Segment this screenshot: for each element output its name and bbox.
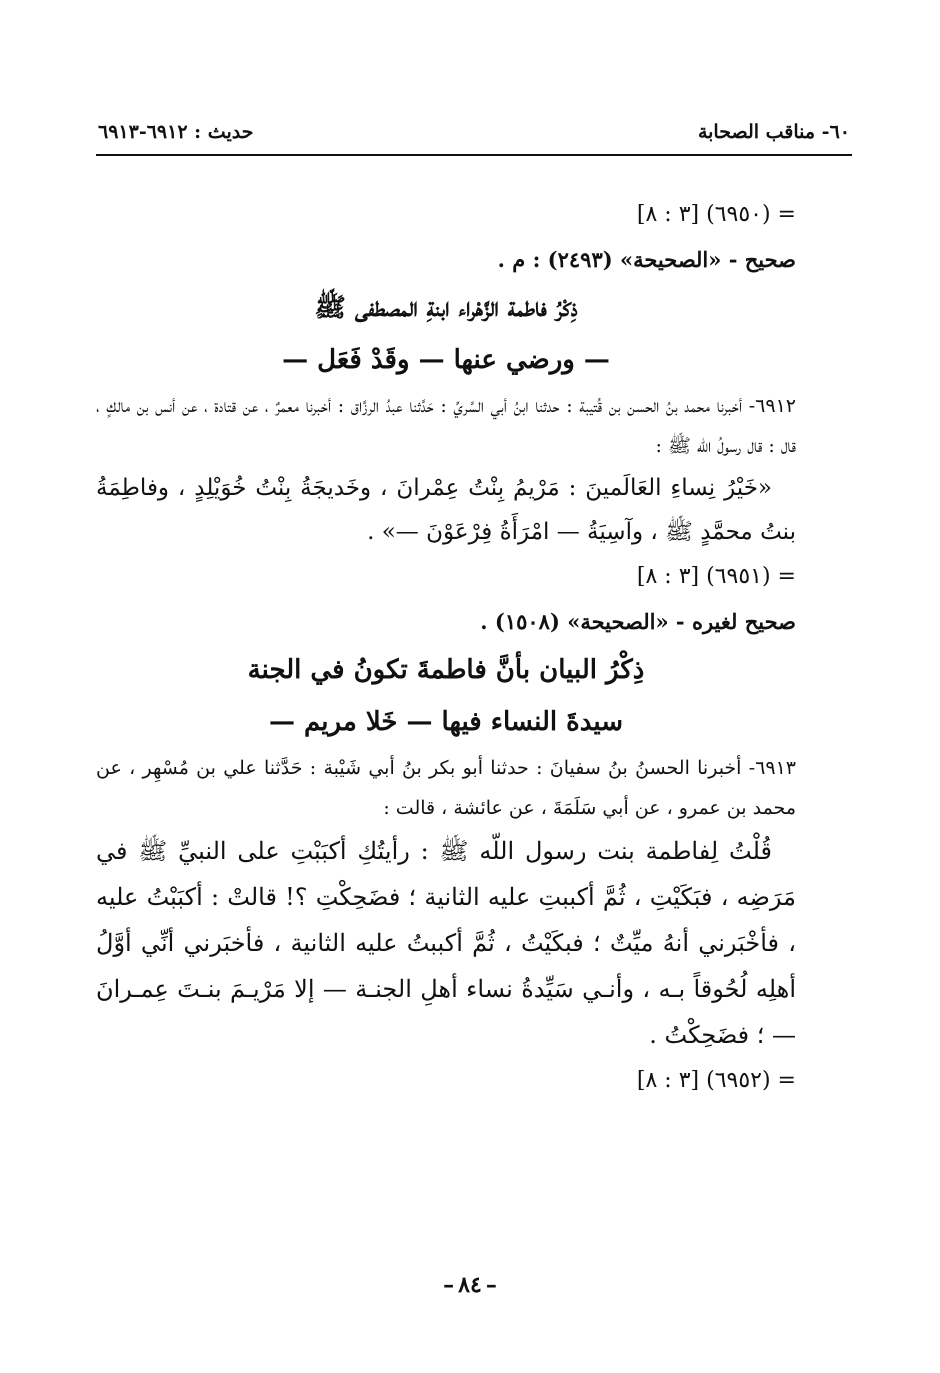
grading-note: صحيح لغيره - «الصحيحة» (١٥٠٨) .	[480, 609, 796, 634]
header-divider	[96, 154, 852, 156]
section-heading-line: ذِكْرُ فاطمة الزَّهْراء ابنةِ المصطفى ﷺ	[314, 293, 578, 323]
page-number-dash: –	[485, 1272, 497, 1298]
page-body	[96, 192, 796, 1104]
cross-reference: = (٦٩٥٠) [٣ : ٨]	[636, 202, 796, 227]
page-number-dash: –	[443, 1272, 455, 1298]
hadith-text: «خَيْرُ نِساءِ العَالَمينَ : مَرْيمُ بِنْتُ عِمْرانَ ، وخَديجَةُ بِنْتُ خُوَيْلِدٍ ، وفاطِمَةُ بنتُ محمَّدٍ ﷺ ، وآسِيَةُ — امْرَأَةُ فِرْعَوْنَ —» .	[96, 475, 796, 545]
hadith-range: حديث : ٦٩١٢-٦٩١٣	[98, 121, 254, 143]
section-heading-line: سيدةَ النساء فيها — خَلا مريم —	[268, 707, 624, 737]
page-number-value: ٨٤	[458, 1272, 482, 1298]
cross-reference: = (٦٩٥١) [٣ : ٨]	[636, 564, 796, 589]
section-heading-line: — ورضي عنها — وقَدْ فَعَل —	[282, 345, 610, 375]
hadith-text: قُلْتُ لِفاطمة بنت رسول اللّه ﷺ : رأيتُكِ أكبَبْتِ على النبيِّ ﷺ في مَرَضِه ، فبَكَيْتِ ، ثُمَّ أكببتِ عليه الثانية ؛ فضَحِكْتِ ؟! قالتْ : أكبَبْتُ عليه ، فأخْبَرني أنهُ ميِّتٌ ؛ فبكَيْتُ ، ثُمَّ أكببتُ عليه الثانية ، فأخبَرني أنِّي أوَّلُ أهلِه لُحُوقاً بـه ، وأنـي سَيِّدةُ نساء أهلِ الجنـة — إلا مَرْيـمَ بنـتَ عِمـرانَ — ؛ فضَحِكْتُ .	[96, 837, 796, 1049]
hadith-chain: ٦٩١٣- أخبرنا الحسنُ بنُ سفيانَ : حدثنا أبو بكر بنُ أبي شَيْبة : حَدَّثنا علي بن مُسْهِر ، عن محمد بن عمرو ، عن أبي سَلَمَةَ ، عن عائشة ، قالت :	[96, 757, 796, 819]
page-number	[0, 1272, 940, 1298]
hadith-chain: ٦٩١٢- أخبرنا محمد بنُ الحسن بن قُتيبة : حدثنا ابنُ أبي السَّريِّ : حَدَّثنا عبدُ الرزَّاق : أخبرنا معمرٌ ، عن قتادة ، عن أنس بن مالكٍ ، قال : قال رسولُ اللّه ﷺ :	[96, 395, 796, 457]
grading-note: صحيح - «الصحيحة» (٢٤٩٣) : م .	[497, 247, 796, 272]
running-header	[98, 116, 850, 148]
chapter-title: ٦٠- مناقب الصحابة	[697, 121, 850, 143]
section-heading	[96, 644, 796, 748]
cross-reference: = (٦٩٥٢) [٣ : ٨]	[636, 1068, 796, 1093]
section-heading-line: ذِكْرُ البيان بأنَّ فاطمةَ تكونُ في الجنة	[247, 655, 645, 685]
section-heading	[96, 282, 796, 386]
